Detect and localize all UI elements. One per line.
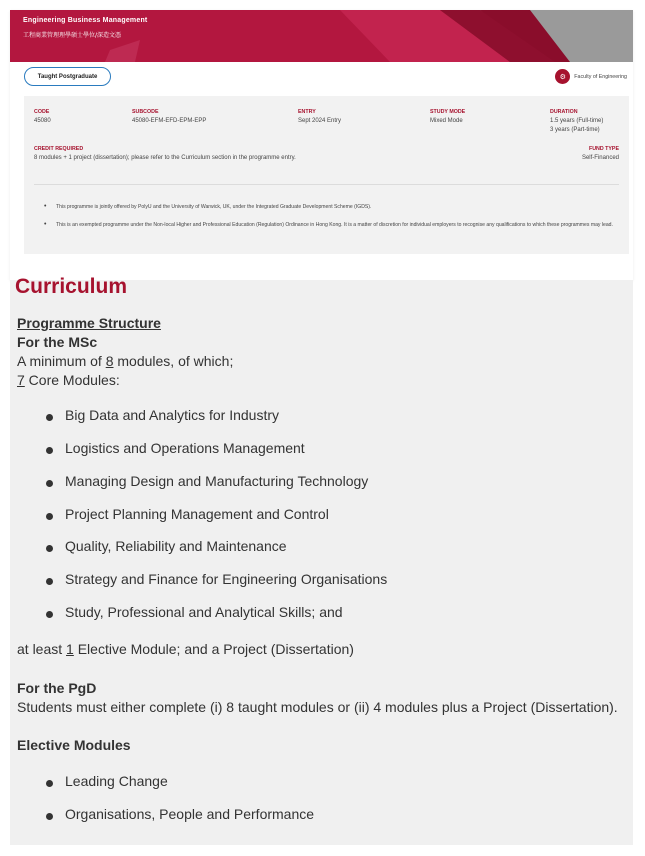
msc-intro — [17, 353, 233, 369]
study-mode-label: STUDY MODE — [430, 109, 466, 115]
list-item: Strategy and Finance for Engineering Organisations — [65, 571, 388, 587]
programme-structure-heading: Programme Structure — [17, 315, 161, 331]
bullet-icon — [46, 578, 53, 585]
list-item: Quality, Reliability and Maintenance — [65, 538, 287, 554]
programme-info-box — [24, 96, 629, 254]
bullet-icon — [46, 513, 53, 520]
subcode-label: SUBCODE — [132, 109, 159, 115]
elective-requirement-text: at least — [17, 641, 67, 657]
entry-value: Sept 2024 Entry — [298, 118, 342, 124]
faculty-link[interactable] — [555, 69, 627, 84]
note-item: • This programme is jointly offered by PolyU and the University of Warwick, UK, under the Integrated Graduate Development Scheme (IGDS). — [56, 202, 616, 212]
study-mode-value: Mixed Mode — [430, 118, 463, 124]
subcode-value: 45080-EFM-EFD-EPM-EPP — [132, 118, 207, 124]
code-value: 45080 — [34, 118, 51, 124]
bullet-icon — [46, 611, 53, 618]
programme-card — [10, 10, 633, 280]
info-divider — [34, 184, 619, 185]
curriculum-title: Curriculum — [15, 275, 128, 298]
curriculum-panel — [10, 275, 633, 845]
list-item: Big Data and Analytics for Industry — [65, 407, 279, 423]
programme-subtitle-cn: 工程商業管理理學碩士學位/深造文憑 — [23, 32, 122, 39]
bullet-icon — [46, 813, 53, 820]
bullet-icon — [46, 480, 53, 487]
faculty-label: Faculty of Engineering — [574, 73, 627, 80]
core-modules-label: Core Modules: — [24, 372, 120, 388]
pgd-heading: For the PgD — [17, 680, 97, 696]
pgd-text: Students must either complete (i) 8 taught modules or (ii) 4 modules plus a Project (Dissertation). — [17, 699, 618, 715]
entry-label: ENTRY — [298, 109, 316, 115]
code-label: CODE — [34, 109, 50, 115]
list-item: Organisations, People and Performance — [65, 806, 315, 822]
core-modules-heading — [17, 372, 120, 388]
elective-count: 1 — [66, 641, 74, 657]
elective-requirement — [17, 641, 354, 657]
faculty-gear-icon: ⚙ — [555, 69, 570, 84]
taught-postgraduate-badge[interactable]: Taught Postgraduate — [24, 67, 111, 86]
note-item: • This is an exempted programme under the Non-local Higher and Professional Education (Regulation) Ordinance in Hong Kong. It is a matter of discretion for individual employers to recognise any qualifications to which these programmes may lead. — [56, 220, 616, 230]
duration-value-1: 1.5 years (Full-time) — [550, 118, 604, 124]
programme-banner — [10, 10, 633, 62]
list-item: Study, Professional and Analytical Skills; and — [65, 604, 343, 620]
bullet-icon — [46, 545, 53, 552]
bullet-icon — [46, 414, 53, 421]
duration-value-2: 3 years (Part-time) — [550, 127, 600, 133]
programme-title: Engineering Business Management — [23, 17, 148, 24]
list-item: Logistics and Operations Management — [65, 440, 305, 456]
list-item: Project Planning Management and Control — [65, 506, 329, 522]
fund-type-value: Self-Financed — [581, 155, 619, 161]
msc-module-count: 8 — [105, 353, 114, 369]
list-item: Leading Change — [65, 773, 168, 789]
credit-value: 8 modules + 1 project (dissertation); please refer to the Curriculum section in the programme entry. — [34, 155, 296, 161]
msc-heading: For the MSc — [17, 334, 98, 350]
elective-modules-heading: Elective Modules — [17, 737, 131, 753]
list-item: Managing Design and Manufacturing Technology — [65, 473, 369, 489]
bullet-icon — [46, 780, 53, 787]
msc-intro-text-end: modules, of which; — [113, 353, 234, 369]
bullet-icon — [46, 447, 53, 454]
credit-label: CREDIT REQUIRED — [34, 146, 84, 152]
duration-label: DURATION — [550, 109, 578, 115]
elective-requirement-text-end: Elective Module; and a Project (Dissertation) — [73, 641, 354, 657]
msc-intro-text: A minimum of — [17, 353, 106, 369]
fund-type-label: FUND TYPE — [588, 146, 619, 152]
core-module-count: 7 — [17, 372, 25, 388]
